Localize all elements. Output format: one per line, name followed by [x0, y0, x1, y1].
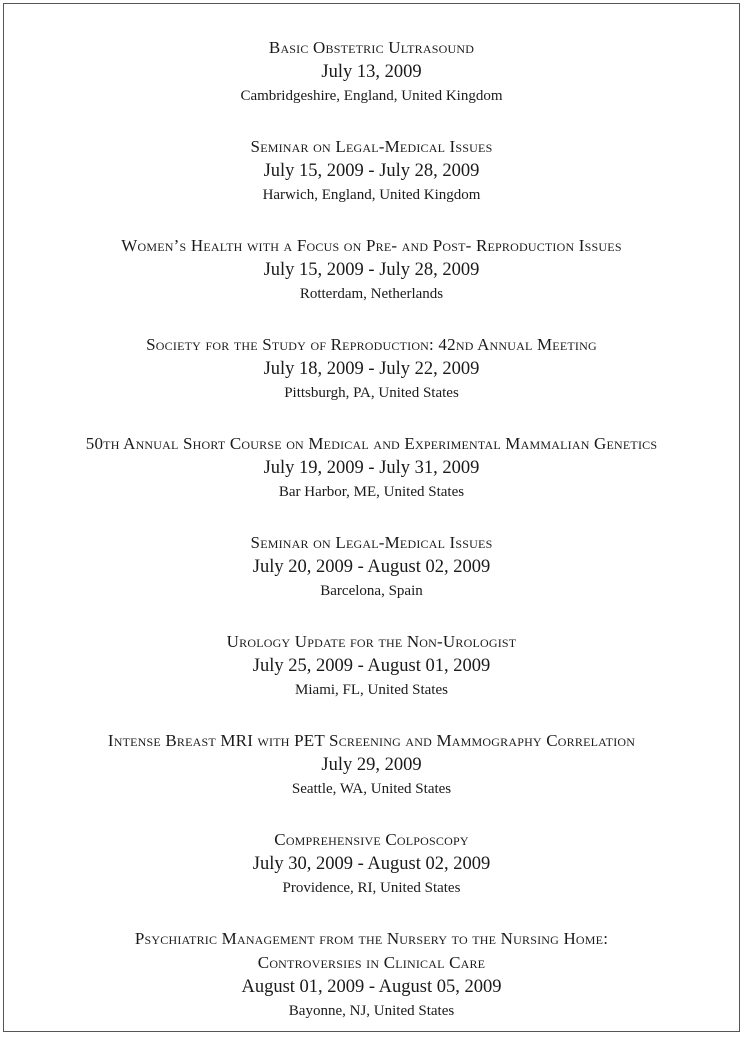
event-dates: August 01, 2009 - August 05, 2009 — [241, 977, 502, 997]
event-title: Intense Breast MRI with PET Screening and Mammography Correlation — [107, 731, 636, 750]
event-location: Harwich, England, United Kingdom — [262, 187, 481, 203]
event-location: Miami, FL, United States — [295, 682, 448, 698]
event-item — [4, 135, 739, 207]
event-dates: July 15, 2009 - July 28, 2009 — [263, 260, 480, 280]
event-item — [4, 333, 739, 405]
event-location: Providence, RI, United States — [282, 880, 461, 896]
event-location: Barcelona, Spain — [320, 583, 423, 599]
event-title: Basic Obstetric Ultrasound — [268, 38, 475, 57]
event-location: Bar Harbor, ME, United States — [278, 484, 465, 500]
event-item — [4, 729, 739, 801]
event-location: Pittsburgh, PA, United States — [284, 385, 459, 401]
event-dates: July 20, 2009 - August 02, 2009 — [252, 557, 491, 577]
event-item — [4, 630, 739, 702]
event-dates: July 25, 2009 - August 01, 2009 — [252, 656, 491, 676]
event-location: Seattle, WA, United States — [291, 781, 452, 797]
event-title: Urology Update for the Non-Urologist — [226, 632, 517, 651]
event-list — [4, 36, 739, 1050]
event-item — [4, 531, 739, 603]
event-item — [4, 432, 739, 504]
event-title: Comprehensive Colposcopy — [274, 830, 469, 849]
event-title: Seminar on Legal-Medical Issues — [250, 533, 493, 552]
event-dates: July 30, 2009 - August 02, 2009 — [252, 854, 491, 874]
event-title-continued: Controversies in Clinical Care — [257, 953, 486, 972]
event-location: Rotterdam, Netherlands — [299, 286, 444, 302]
event-item — [4, 234, 739, 306]
event-item — [4, 828, 739, 900]
event-title: 50th Annual Short Course on Medical and Experimental Mammalian Genetics — [85, 434, 658, 453]
event-dates: July 29, 2009 — [321, 755, 422, 775]
event-dates: July 15, 2009 - July 28, 2009 — [263, 161, 480, 181]
event-title: Society for the Study of Reproduction: 42nd Annual Meeting — [146, 335, 597, 354]
event-location: Bayonne, NJ, United States — [288, 1003, 455, 1019]
event-title: Seminar on Legal-Medical Issues — [250, 137, 493, 156]
event-dates: July 19, 2009 - July 31, 2009 — [263, 458, 480, 478]
event-title: Women’s Health with a Focus on Pre- and Post- Reproduction Issues — [121, 236, 622, 255]
event-dates: July 18, 2009 - July 22, 2009 — [263, 359, 480, 379]
event-item — [4, 36, 739, 108]
document-page — [3, 3, 740, 1032]
event-location: Cambridgeshire, England, United Kingdom — [240, 88, 503, 104]
event-dates: July 13, 2009 — [321, 62, 422, 82]
event-title: Psychiatric Management from the Nursery to the Nursing Home: — [134, 929, 609, 948]
event-item — [4, 927, 739, 1023]
